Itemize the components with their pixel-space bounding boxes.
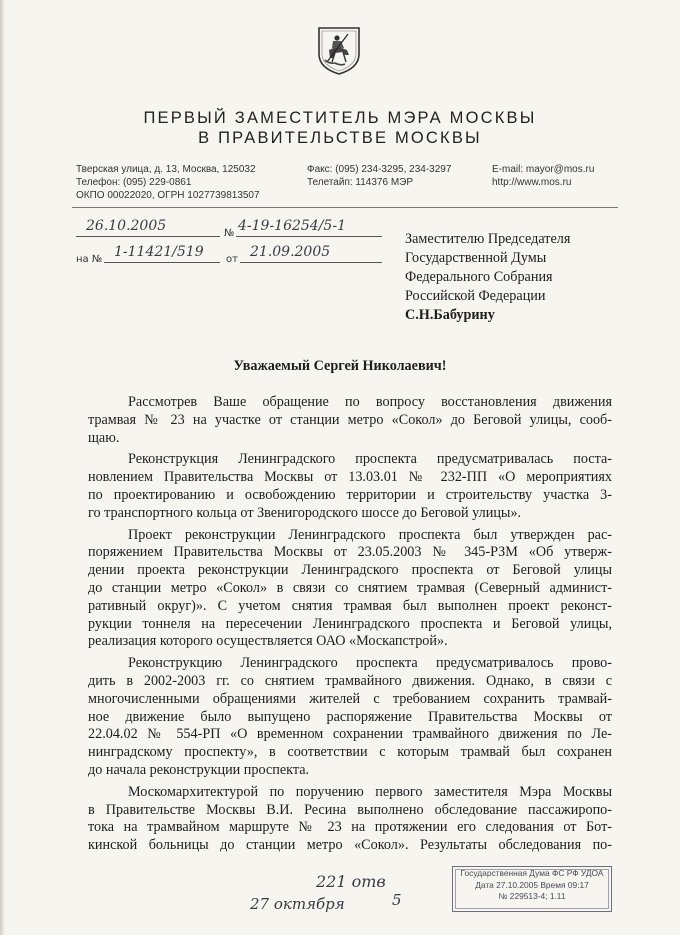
paragraph-3 xyxy=(88,527,612,652)
body-line: до начала реконструкции проспекта. xyxy=(88,761,310,778)
body-line: нинградскому проспекту», в соответствии с которым трамвай был сохранен xyxy=(88,744,612,761)
addressee-block xyxy=(405,230,570,325)
reference-date-underline xyxy=(240,262,382,263)
body-line: Москомархитектурой по поручению первого заместителя Мэра Москвы xyxy=(128,783,612,800)
contact-fax: Факс: (095) 234-3295, 234-3297 xyxy=(307,164,452,175)
registration-number-label: № xyxy=(224,228,235,239)
addressee-name: С.Н.Бабурину xyxy=(405,307,495,323)
paragraph-2 xyxy=(88,451,612,522)
paragraph-4 xyxy=(88,655,612,780)
body-line: новлением Правительства Москвы от 13.03.01 № 232-ПП «О мероприятиях xyxy=(88,469,612,486)
body-line: до станции метро «Сокол» в связи со снятием трамвая (Северный админист- xyxy=(88,579,612,596)
contact-email: E-mail: mayor@mos.ru xyxy=(492,164,595,175)
salutation: Уважаемый Сергей Николаевич! xyxy=(233,358,447,374)
contact-codes: ОКПО 00022020, ОГРН 1027739813507 xyxy=(76,190,260,201)
addressee-line2: Государственной Думы xyxy=(405,250,547,266)
addressee-line1: Заместителю Председателя xyxy=(405,231,571,247)
letter-body xyxy=(88,394,612,859)
letterhead-contacts-left xyxy=(76,163,260,202)
letterhead-title-line2: В ПРАВИТЕЛЬСТВЕ МОСКВЫ xyxy=(198,129,482,147)
body-line: многочисленными обращениями жителей с требованием сохранить трамвай- xyxy=(88,690,612,707)
body-line: ративный округ)». С учетом снятия трамвая был выполнен проект реконст- xyxy=(88,597,612,614)
body-line: поряжением Правительства Москвы от 23.05.2003 № 345-РЗМ «Об утверж- xyxy=(88,544,612,561)
contact-phone: Телефон: (095) 229-0861 xyxy=(76,177,192,188)
body-line: дении проекта реконструкции Ленинградского проспекта от Беговой улицы xyxy=(88,562,612,579)
paragraph-1 xyxy=(88,394,612,447)
body-line: по проектированию и освобождению территории и строительству участка 3- xyxy=(88,486,612,503)
body-line: го транспортного кольца от Звенигородского шоссе до Беговой улицы». xyxy=(88,504,522,521)
receipt-stamp xyxy=(452,866,612,912)
reference-date: 21.09.2005 xyxy=(250,244,331,260)
body-line: рукции тоннеля на пересечении Ленинградского проспекта и Беговой улицы, xyxy=(88,615,612,632)
body-line: кинской больницы до станции метро «Сокол». Результаты обследования по- xyxy=(88,837,612,854)
body-line: реализация которого осуществляется ОАО «Москапстрой». xyxy=(88,633,448,650)
moscow-coat-of-arms-icon xyxy=(315,24,363,76)
handwritten-note-line2: 27 октября xyxy=(250,895,345,913)
reference-from-label: от xyxy=(226,254,238,265)
contact-telex: Телетайп: 114376 МЭР xyxy=(307,177,414,188)
body-line: 22.04.02 № 554-РП «О временном сохранении трамвайного движения по Ле- xyxy=(88,726,612,743)
letterhead-contacts-right xyxy=(492,163,594,189)
body-line: Реконструкцию Ленинградского проспекта предусматривалось прово- xyxy=(128,655,612,672)
registration-number-underline xyxy=(236,236,382,237)
stamp-line1: Государственная Дума ФС РФ УДОА xyxy=(460,868,604,878)
body-line: тока на трамвайном маршруте № 23 на протяжении его следования от Бот- xyxy=(88,819,612,836)
contact-address: Тверская улица, д. 13, Москва, 125032 xyxy=(76,164,256,175)
handwritten-note-line1: 221 отв xyxy=(316,872,386,891)
body-line: ное движение было выпущено распоряжение Правительства Москвы от xyxy=(88,708,612,725)
letterhead-title-line1: ПЕРВЫЙ ЗАМЕСТИТЕЛЬ МЭРА МОСКВЫ xyxy=(143,109,537,127)
addressee-line4: Российской Федерации xyxy=(405,288,546,304)
reference-prefix: на № xyxy=(76,254,103,265)
stamp-line3: № 229513-4; 1.11 xyxy=(498,891,566,901)
letterhead-divider xyxy=(72,207,618,208)
body-line: трамвая № 23 на участке от станции метро «Сокол» до Беговой улицы, сооб- xyxy=(88,411,612,428)
registration-date-underline xyxy=(76,236,220,237)
body-line: Рассмотрев Ваше обращение по вопросу восстановления движения xyxy=(128,394,612,410)
addressee-line3: Федерального Собрания xyxy=(405,269,553,285)
body-line: Проект реконструкции Ленинградского проспекта был утвержден рас- xyxy=(128,526,612,543)
reference-number-underline xyxy=(104,262,220,263)
paragraph-5 xyxy=(88,784,612,855)
body-line: дить в 2002-2003 гг. со снятием трамвайного движения. Однако, в связи с xyxy=(88,672,612,689)
registration-number: 4-19-16254/5-1 xyxy=(238,218,346,234)
contact-web: http://www.mos.ru xyxy=(492,177,572,188)
body-line: щаю. xyxy=(88,429,120,446)
letterhead-contacts-middle xyxy=(307,163,451,189)
body-line: Реконструкция Ленинградского проспекта предусматривалась поста- xyxy=(128,451,612,468)
stamp-line2: Дата 27.10.2005 Время 09:17 xyxy=(475,879,589,890)
reference-number: 1-11421/519 xyxy=(114,244,204,260)
registration-date: 26.10.2005 xyxy=(86,218,167,234)
body-line: в Правительстве Москвы В.И. Ресина выполнено обследование пассажиропо- xyxy=(88,801,612,818)
handwritten-note-suffix: 5 xyxy=(392,891,402,909)
